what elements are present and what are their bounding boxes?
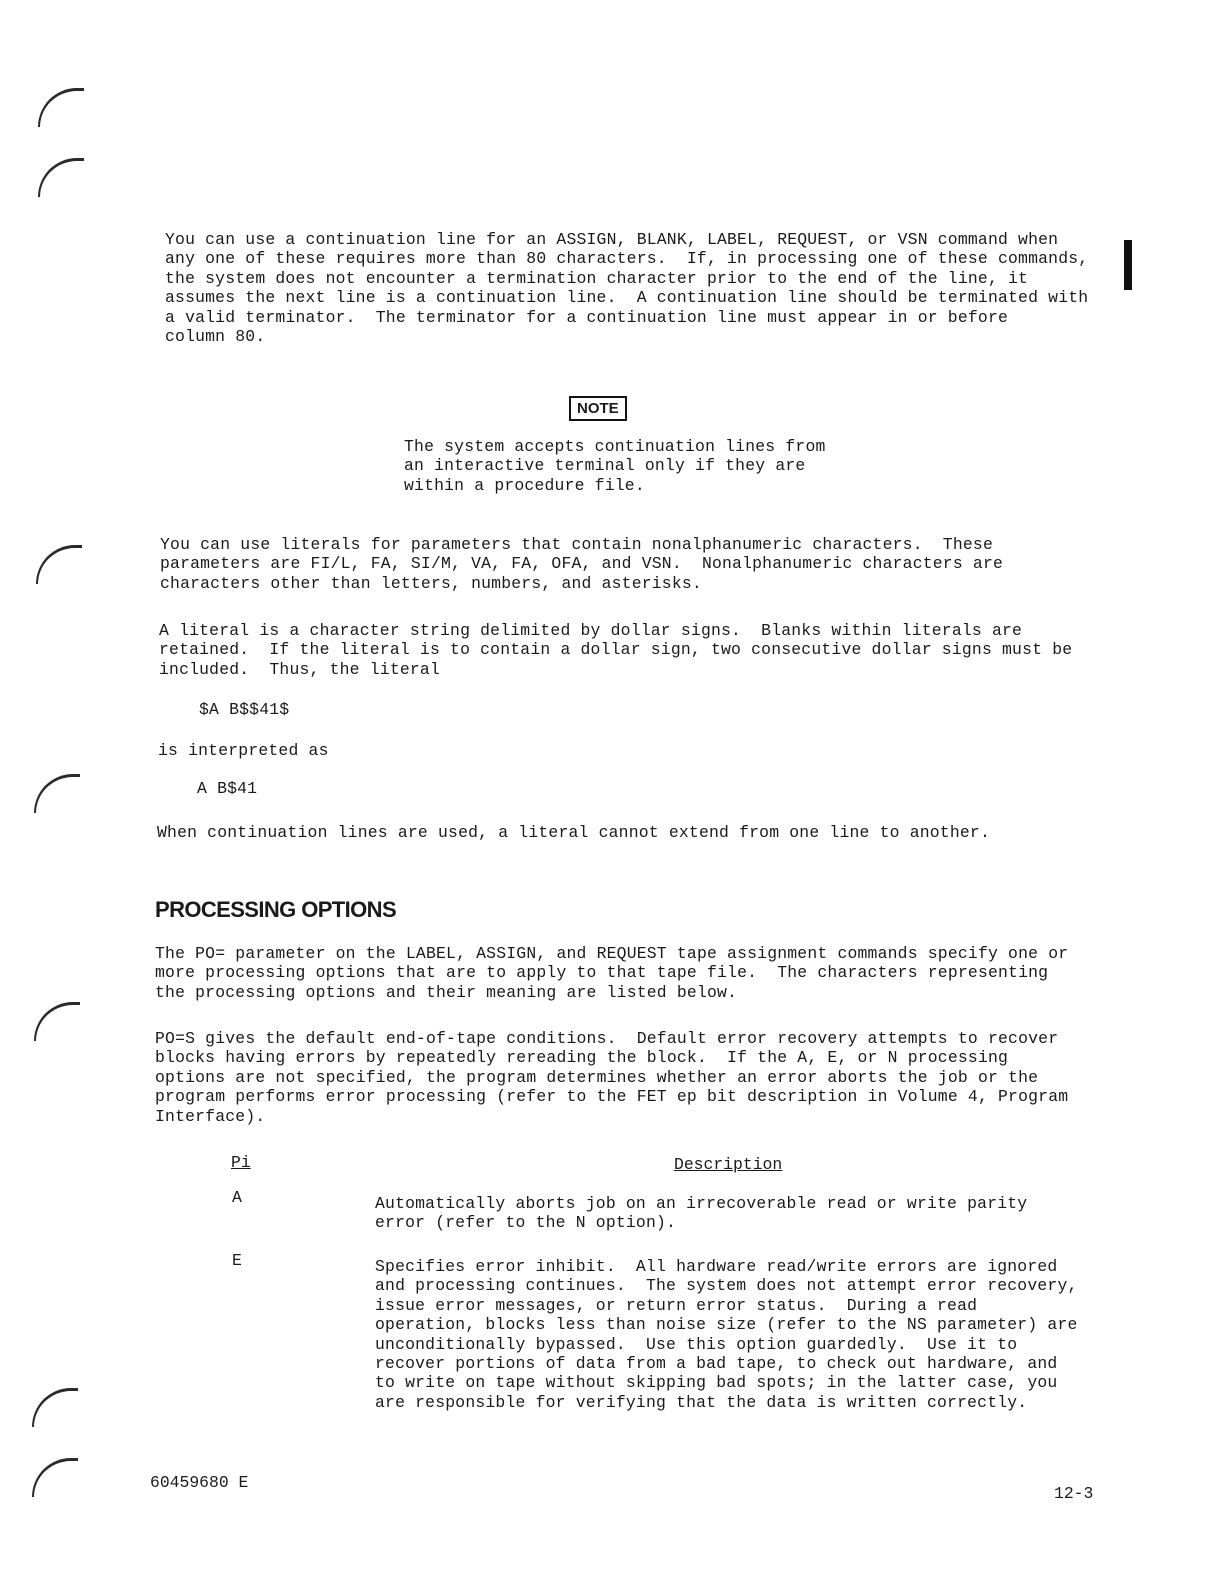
example-literal: $A B$$41$ [199, 700, 290, 719]
punch-hole-mark [36, 545, 82, 584]
punch-hole-mark [32, 1388, 78, 1427]
page-number: 12-3 [1054, 1484, 1094, 1503]
punch-hole-mark [34, 774, 80, 813]
option-letter: A [232, 1188, 242, 1207]
punch-hole-mark [38, 88, 84, 127]
punch-hole-mark [32, 1458, 78, 1497]
document-number: 60459680 E [150, 1473, 249, 1492]
po-default-paragraph: PO=S gives the default end-of-tape conditions. Default error recovery attempts to recover blocks having errors by repeatedly rereading the block. If the A, E, or N processing options are not specified, the program determines whether an error aborts the job or the program performs error processing (refer to the FET ep bit description in Volume 4, Program Interface). [155, 1029, 1069, 1126]
punch-hole-mark [34, 1002, 80, 1041]
note-label: NOTE [569, 396, 627, 421]
punch-hole-mark [38, 158, 84, 197]
literal-definition-paragraph: A literal is a character string delimited by dollar signs. Blanks within literals are retained. If the literal is to contain a dollar sign, two consecutive dollar signs must be included. Thus, the literal [159, 621, 1073, 679]
continuation-paragraph: You can use a continuation line for an ASSIGN, BLANK, LABEL, REQUEST, or VSN command when any one of these requires more than 80 characters. If, in processing one of these commands, the system does not encounter a termination character prior to the end of the line, it assumes the next line is a continuation line. A continuation line should be terminated with a valid terminator. The terminator for a continuation line must appear in or before column 80. [165, 230, 1089, 347]
change-bar [1124, 240, 1132, 290]
column-header-description: Description [674, 1155, 783, 1174]
section-heading: PROCESSING OPTIONS [155, 897, 397, 922]
example-result: A B$41 [197, 779, 258, 798]
po-intro-paragraph: The PO= parameter on the LABEL, ASSIGN, and REQUEST tape assignment commands specify one or more processing options that are to apply to that tape file. The characters representing the processing options and their meaning are listed below. [155, 944, 1069, 1002]
no-extend-paragraph: When continuation lines are used, a literal cannot extend from one line to another. [157, 823, 990, 842]
option-letter: E [232, 1251, 242, 1270]
option-description: Specifies error inhibit. All hardware read/write errors are ignored and processing continues. The system does not attempt error recovery, issue error messages, or return error status. During a read operation, blocks less than noise size (refer to the NS parameter) are unconditionally bypassed. Use this option guardedly. Use it to recover portions of data from a bad tape, to check out hardware, and to write on tape without skipping bad spots; in the latter case, you are responsible for verifying that the data is written correctly. [375, 1257, 1078, 1412]
option-description: Automatically aborts job on an irrecoverable read or write parity error (refer to the N option). [375, 1194, 1028, 1233]
interpreted-as-text: is interpreted as [158, 741, 329, 760]
note-text: The system accepts continuation lines from an interactive terminal only if they are within a procedure file. [404, 437, 826, 495]
column-header-pi: Pi [231, 1153, 251, 1172]
literals-intro-paragraph: You can use literals for parameters that contain nonalphanumeric characters. These parameters are FI/L, FA, SI/M, VA, FA, OFA, and VSN. Nonalphanumeric characters are characters other than letters, numbers, and asterisks. [160, 535, 1004, 593]
